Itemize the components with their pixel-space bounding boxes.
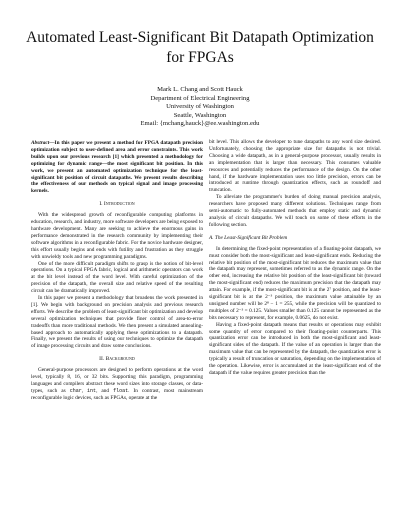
paragraph-background	[31, 367, 203, 402]
author-block	[20, 86, 380, 129]
code-int: int	[87, 387, 97, 394]
section-heading-background: II. Background	[99, 356, 135, 363]
abstract	[31, 140, 203, 195]
paper-title: Automated Least-Significant Bit Datapath Optimization for FPGAs	[26, 29, 374, 66]
author-university: University of Washington	[166, 103, 234, 111]
section-heading-introduction: I. Introduction	[99, 201, 135, 208]
text-span: General-purpose processors are designed to perform operations at the word level, typically 8, 16, or 32 bits. Supporting this paradigm, programming languages and compilers abstract these word sizes into storage classes, or data-types, such as	[31, 367, 203, 394]
subsection-heading: A. The Least-Significant Bit Problem	[209, 234, 288, 241]
code-float: float	[113, 387, 129, 394]
text-span: , and	[96, 387, 114, 394]
paragraph: To alleviate the programmer's burden of doing manual precision analysis, researchers have proposed many different solutions. Techniques range from semi-automatic to fully-automated methods that employ static and dynamic analysis of circuit datapaths. We will touch on some of these efforts in the following section.	[209, 194, 381, 228]
author-email: Email: {mchang,hauck}@ee.washington.edu	[140, 120, 260, 128]
author-department: Department of Electrical Engineering	[150, 94, 250, 102]
right-column	[209, 139, 381, 377]
author-names: Mark L. Chang and Scott Hauck	[157, 86, 243, 93]
text-span: . In contrast, most mainstream reconfigurable logic devices, such as FPGAs, operate at the	[31, 387, 203, 401]
code-char: char	[69, 387, 82, 394]
paragraph: In determining the fixed-point representation of a floating-point datapath, we must consider both the most-significant and least-significant ends. Reducing the relative bit position of the most-significant bit reduces the maximum value that the datapath may represent, sometimes referred to as the dynamic range. On the other end, increasing the relative bit position of the least-significant bit (toward the most-significant end) reduces the maximum precision that the datapath may attain. For example, if the most-significant bit is at the 2⁷ position, and the least-significant bit is at the 2⁻³ position, the maximum value attainable by an unsigned number will be 2⁸ − 1 = 255, while the precision will be quantized to multiples of 2⁻³ = 0.125. Values smaller than 0.125 cannot be represented as the bits necessary to represent, for example, 0.0625, do not exist.	[209, 245, 381, 321]
paragraph: Having a fixed-point datapath means that results or operations may exhibit some quantity of error compared to their floating-point counterparts. This quantization error can be introduced in both the most-significant and least-significant sides of the datapath. If the value of an operation is larger than the maximum value that can be represented by the datapath, the quantization error is typically a result of truncation or saturation, depending on the implementation of the operation. Likewise, error is accumulated at the least-significant end of the datapath if the value requires greater precision than the	[209, 321, 381, 376]
paragraph: bit level. This allows the developer to tune datapaths to any word size desired. Unfortunately, choosing the appropriate size for datapaths is not trivial. Choosing a wide datapath, as in a general-purpose processor, usually results in an implementation that is larger than necessary. This consumes valuable resources and potentially reduces the performance of the design. On the other hand, if the hardware implementation uses too little precision, errors can be introduced at runtime through quantization effects, such as roundoff and truncation.	[209, 139, 381, 194]
abstract-label: Abstract	[31, 140, 50, 146]
paragraph: In this paper we present a methodology that broadens the work presented in [1]. We begin with background on precision analysis and previous research efforts. We describe the problem of least-significant bit optimization and develop several optimization techniques that provide finer control of area-to-error tradeoffs than more traditional methods. We then present a simulated annealing-based approach to automatically applying these optimizations to a datapath. Finally, we present the results of using our techniques to optimize the datapath of image processing circuits and draw some conclusions.	[31, 295, 203, 350]
paragraph: One of the more difficult paradigm shifts to grasp is the notion of bit-level operations. On a typical FPGA fabric, logical and arithmetic operators can work at the bit level instead of the word level. With careful optimization of the precision of the datapath, the overall size and relative speed of the resulting circuit can be dramatically improved.	[31, 260, 203, 295]
paragraph: With the widespread growth of reconfigurable computing platforms in education, research, and industry, more software developers are being exposed to hardware development. Many are seeking to achieve the enormous gains in performance demonstrated in the research community by implementing their software algorithms in a reconfigurable fabric. For the novice hardware designer, this effort usually begins and ends with futility and frustration as they struggle with unwieldy tools and new programming paradigms.	[31, 212, 203, 260]
left-column	[31, 140, 203, 402]
abstract-text: —In this paper we present a method for FPGA datapath precision optimization subject to user-defined area and error constraints. This work builds upon our previous research [1] which presented a methodology for optimizing for dynamic range—the most significant bit position. In this work, we present an automated optimization technique for the least-significant bit position of circuit datapaths. We present results describing the effectiveness of our methods on typical signal and image processing kernels.	[31, 140, 203, 195]
author-city: Seattle, Washington	[173, 111, 227, 119]
text-span: ,	[81, 387, 88, 394]
